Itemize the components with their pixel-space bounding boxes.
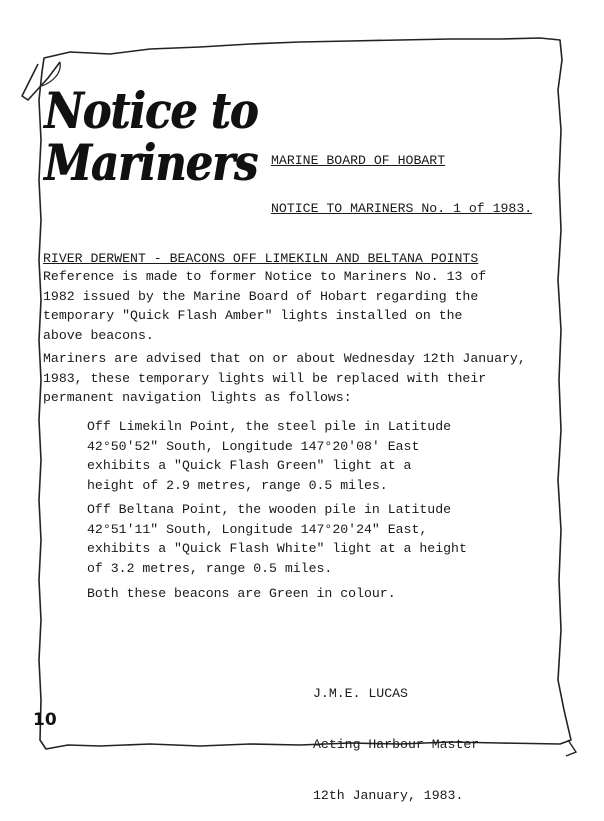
signatory-name: J.M.E. LUCAS (313, 686, 408, 701)
limekiln-point-paragraph: Off Limekiln Point, the steel pile in Latitude 42°50'52" South, Longitude 147°20'08' East exhibits a "Quick Flash Green" light at a height of 2.9 metres, range 0.5 miles. (87, 419, 452, 493)
notice-number-line: NOTICE TO MARINERS No. 1 of 1983. (271, 201, 533, 216)
advisory-paragraph: Mariners are advised that on or about Wednesday 12th January, 1983, these temporary lights will be replaced with their permanent navigation lights as follows: (43, 351, 526, 405)
notice-heading: RIVER DERWENT - BEACONS OFF LIMEKILN AND BELTANA POINTS (43, 251, 479, 266)
signature-date: 12th January, 1983. (313, 788, 464, 803)
title-line-2: Mariners (44, 133, 258, 192)
beltana-point-paragraph: Off Beltana Point, the wooden pile in Latitude 42°51'11" South, Longitude 147°20'24" East, exhibits a "Quick Flash White" light at a height of 3.2 metres, range 0.5 miles. (87, 502, 467, 576)
signature-block (313, 651, 479, 821)
signatory-role: Acting Harbour Master (313, 737, 480, 752)
page-number: 10 (33, 710, 57, 730)
title-line-1: Notice to (44, 81, 258, 140)
notice-header (271, 121, 532, 233)
reference-paragraph: Reference is made to former Notice to Mariners No. 13 of 1982 issued by the Marine Board of Hobart regarding the temporary "Quick Flash Amber" lights installed on the above beacons. (43, 269, 487, 343)
authority-line: MARINE BOARD OF HOBART (271, 153, 446, 168)
beacon-colour-paragraph: Both these beacons are Green in colour. (87, 586, 396, 601)
